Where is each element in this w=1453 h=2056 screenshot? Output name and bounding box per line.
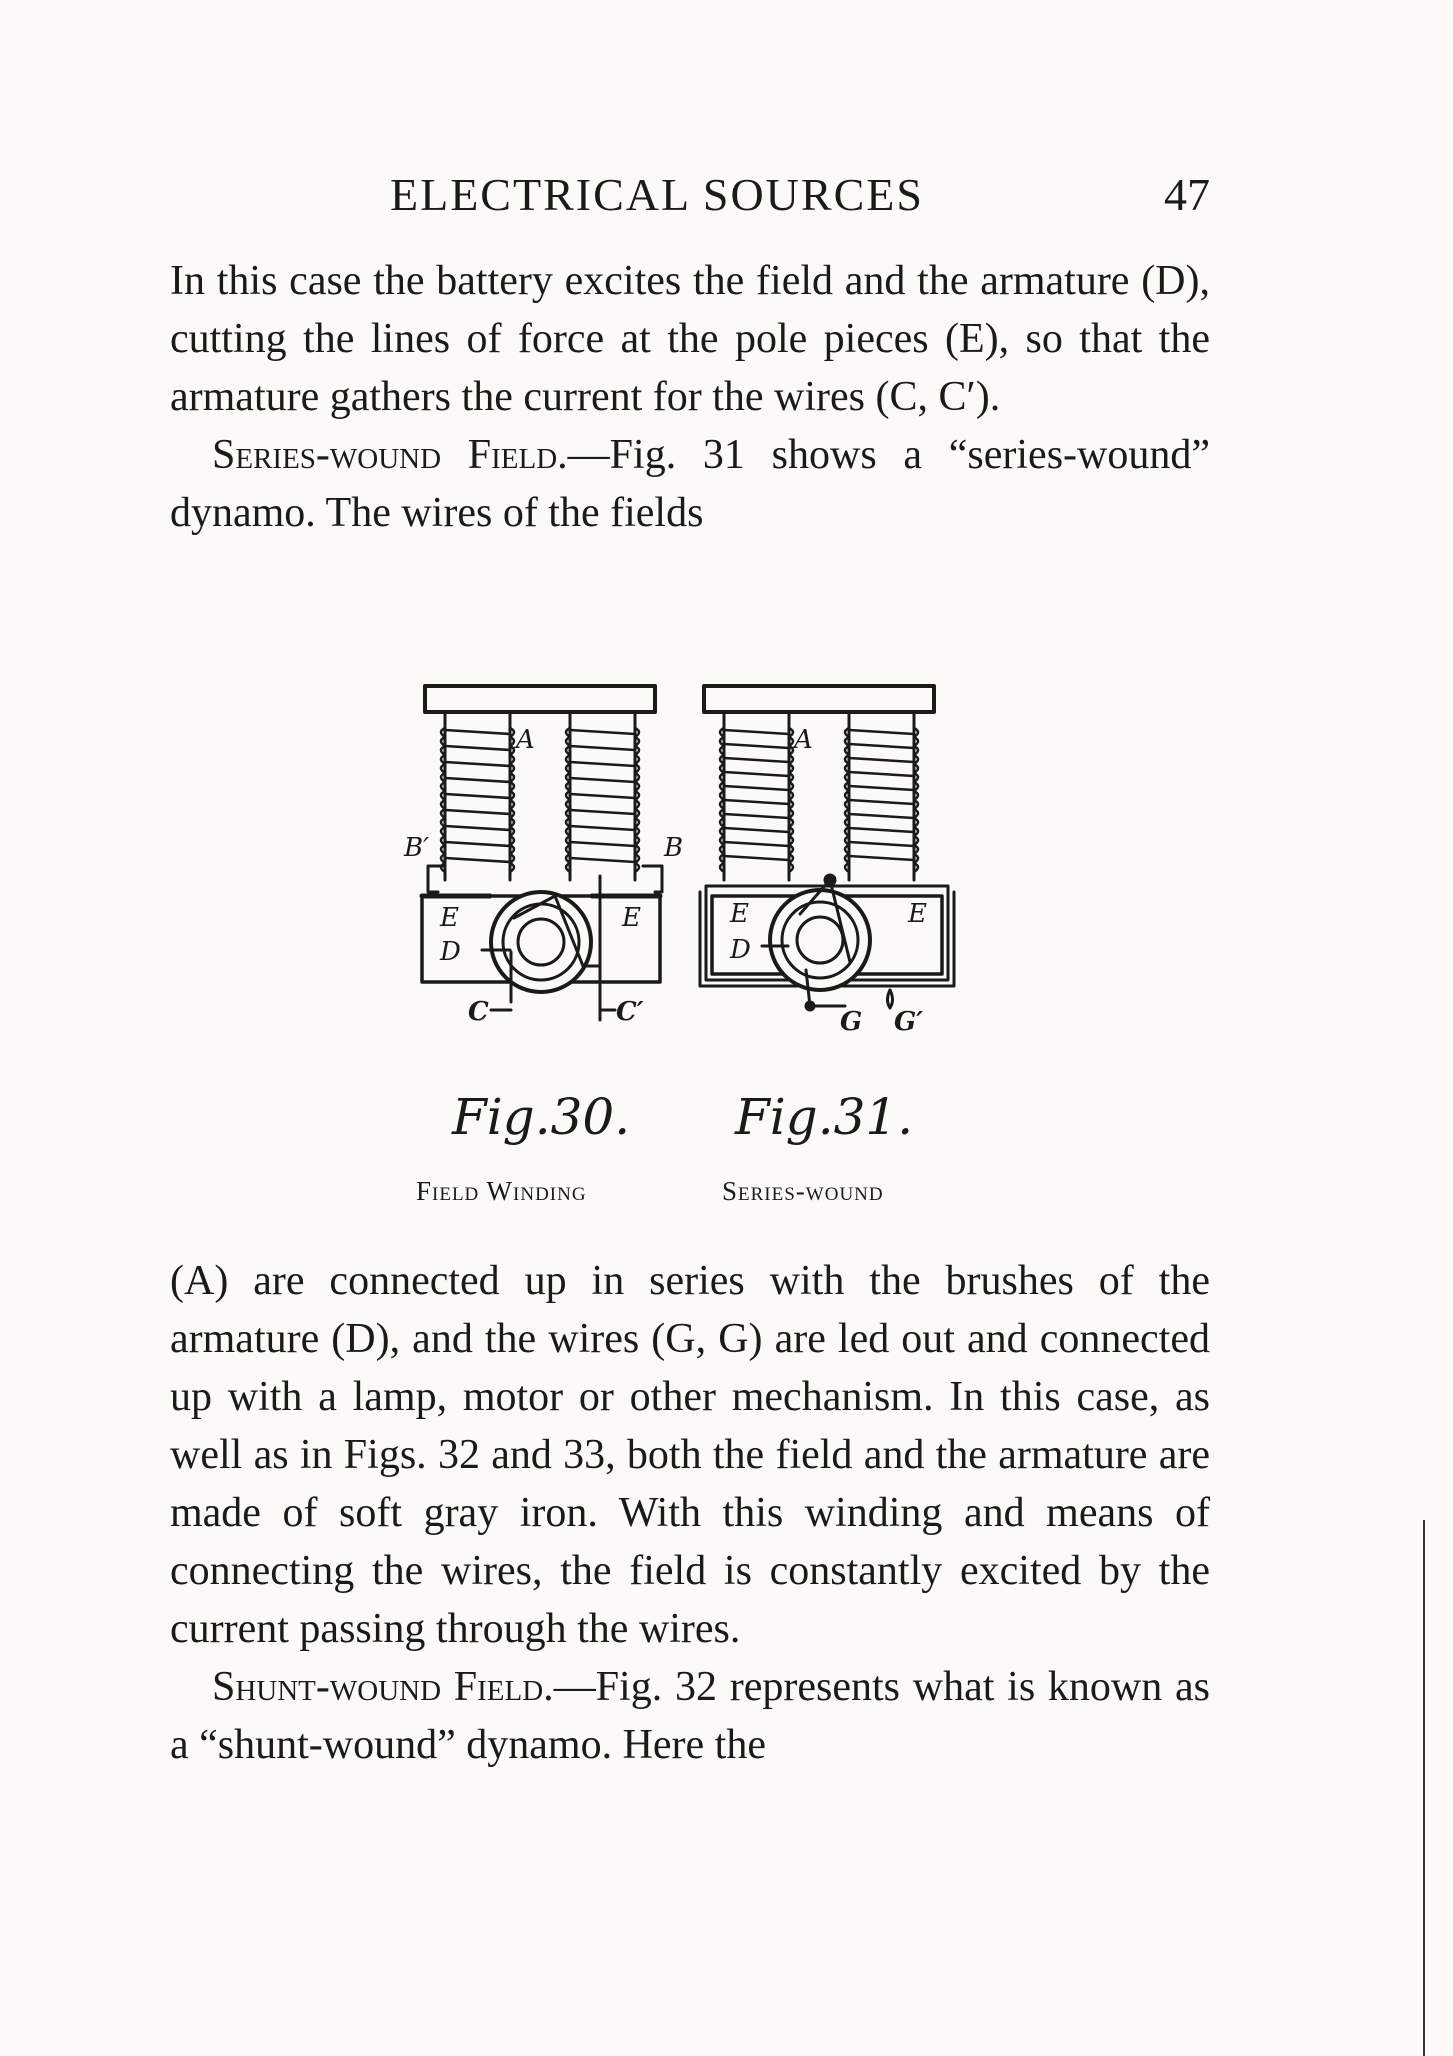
fig30-drawing — [422, 686, 662, 1020]
fig31-letter-g: G — [840, 1007, 863, 1037]
shunt-wound-body: —Fig. 32 represents what is known as a “shunt-wound” dynamo. Here the — [170, 1664, 1210, 1768]
fig30-right-coil — [566, 728, 639, 872]
fig31-left-coil — [720, 728, 793, 872]
fig30-letter-e-right: E — [622, 903, 641, 933]
series-wound-heading: Series-wound Field. — [212, 432, 568, 478]
paragraph-connection: (A) are connected up in series with the brushes of the armature (D), and the wires (G, G) are led out and connected up with a lamp, motor or other mechanism. In this case, as well as in Figs. 32 and 33, both the field and the armature are made of soft gray iron. With this winding and means of connecting the wires, the field is constantly excited by the current passing through the wires. — [170, 1258, 1210, 1652]
paragraph-shunt-wound — [170, 1658, 1210, 1774]
fig31-letter-d: D — [730, 935, 751, 965]
fig30-caption: Field Winding — [416, 1176, 587, 1206]
fig31-letter-e-left: E — [730, 899, 749, 929]
fig30-letter-b: B — [664, 833, 684, 863]
fig30-left-coil — [441, 728, 514, 872]
fig30-letter-c: C — [468, 997, 489, 1027]
fig30-letter-c-prime: C′ — [616, 997, 644, 1027]
page-header — [170, 168, 1210, 228]
paragraph-battery: In this case the battery excites the field and the armature (D), cutting the lines of force at the pole pieces (E), so that the armature gathers the current for the wires (C, C′). — [170, 258, 1210, 420]
fig31-letter-e-right: E — [908, 899, 927, 929]
shunt-wound-heading: Shunt-wound Field. — [212, 1664, 554, 1710]
fig30-letter-e-left: E — [440, 903, 459, 933]
paragraph-series-wound — [170, 426, 1210, 542]
fig30-letter-a: A — [516, 725, 535, 755]
dynamo-diagrams — [380, 670, 1000, 1110]
fig30-letter-d: D — [440, 937, 461, 967]
fig30-yoke — [425, 686, 655, 712]
fig31-label: Fig.31. — [735, 1088, 914, 1146]
dynamo-figures — [380, 670, 1000, 1206]
fig31-yoke — [704, 686, 934, 712]
bottom-text-block — [170, 1252, 1210, 1774]
fig30-label: Fig.30. — [452, 1088, 631, 1146]
fig31-letter-g-prime: G′ — [894, 1007, 924, 1037]
fig31-letter-a: A — [794, 725, 813, 755]
running-title: ELECTRICAL SOURCES — [390, 169, 924, 220]
series-wound-body: —Fig. 31 shows a “series-wound” dynamo. The wires of the fields — [170, 432, 1211, 536]
scan-edge-line — [1423, 1520, 1425, 2056]
fig31-right-coil — [845, 728, 918, 872]
fig30-letter-b-prime: B′ — [404, 833, 430, 863]
fig31-caption: Series-wound — [722, 1176, 884, 1206]
page-number: 47 — [1164, 169, 1210, 220]
top-text-block — [170, 252, 1210, 542]
